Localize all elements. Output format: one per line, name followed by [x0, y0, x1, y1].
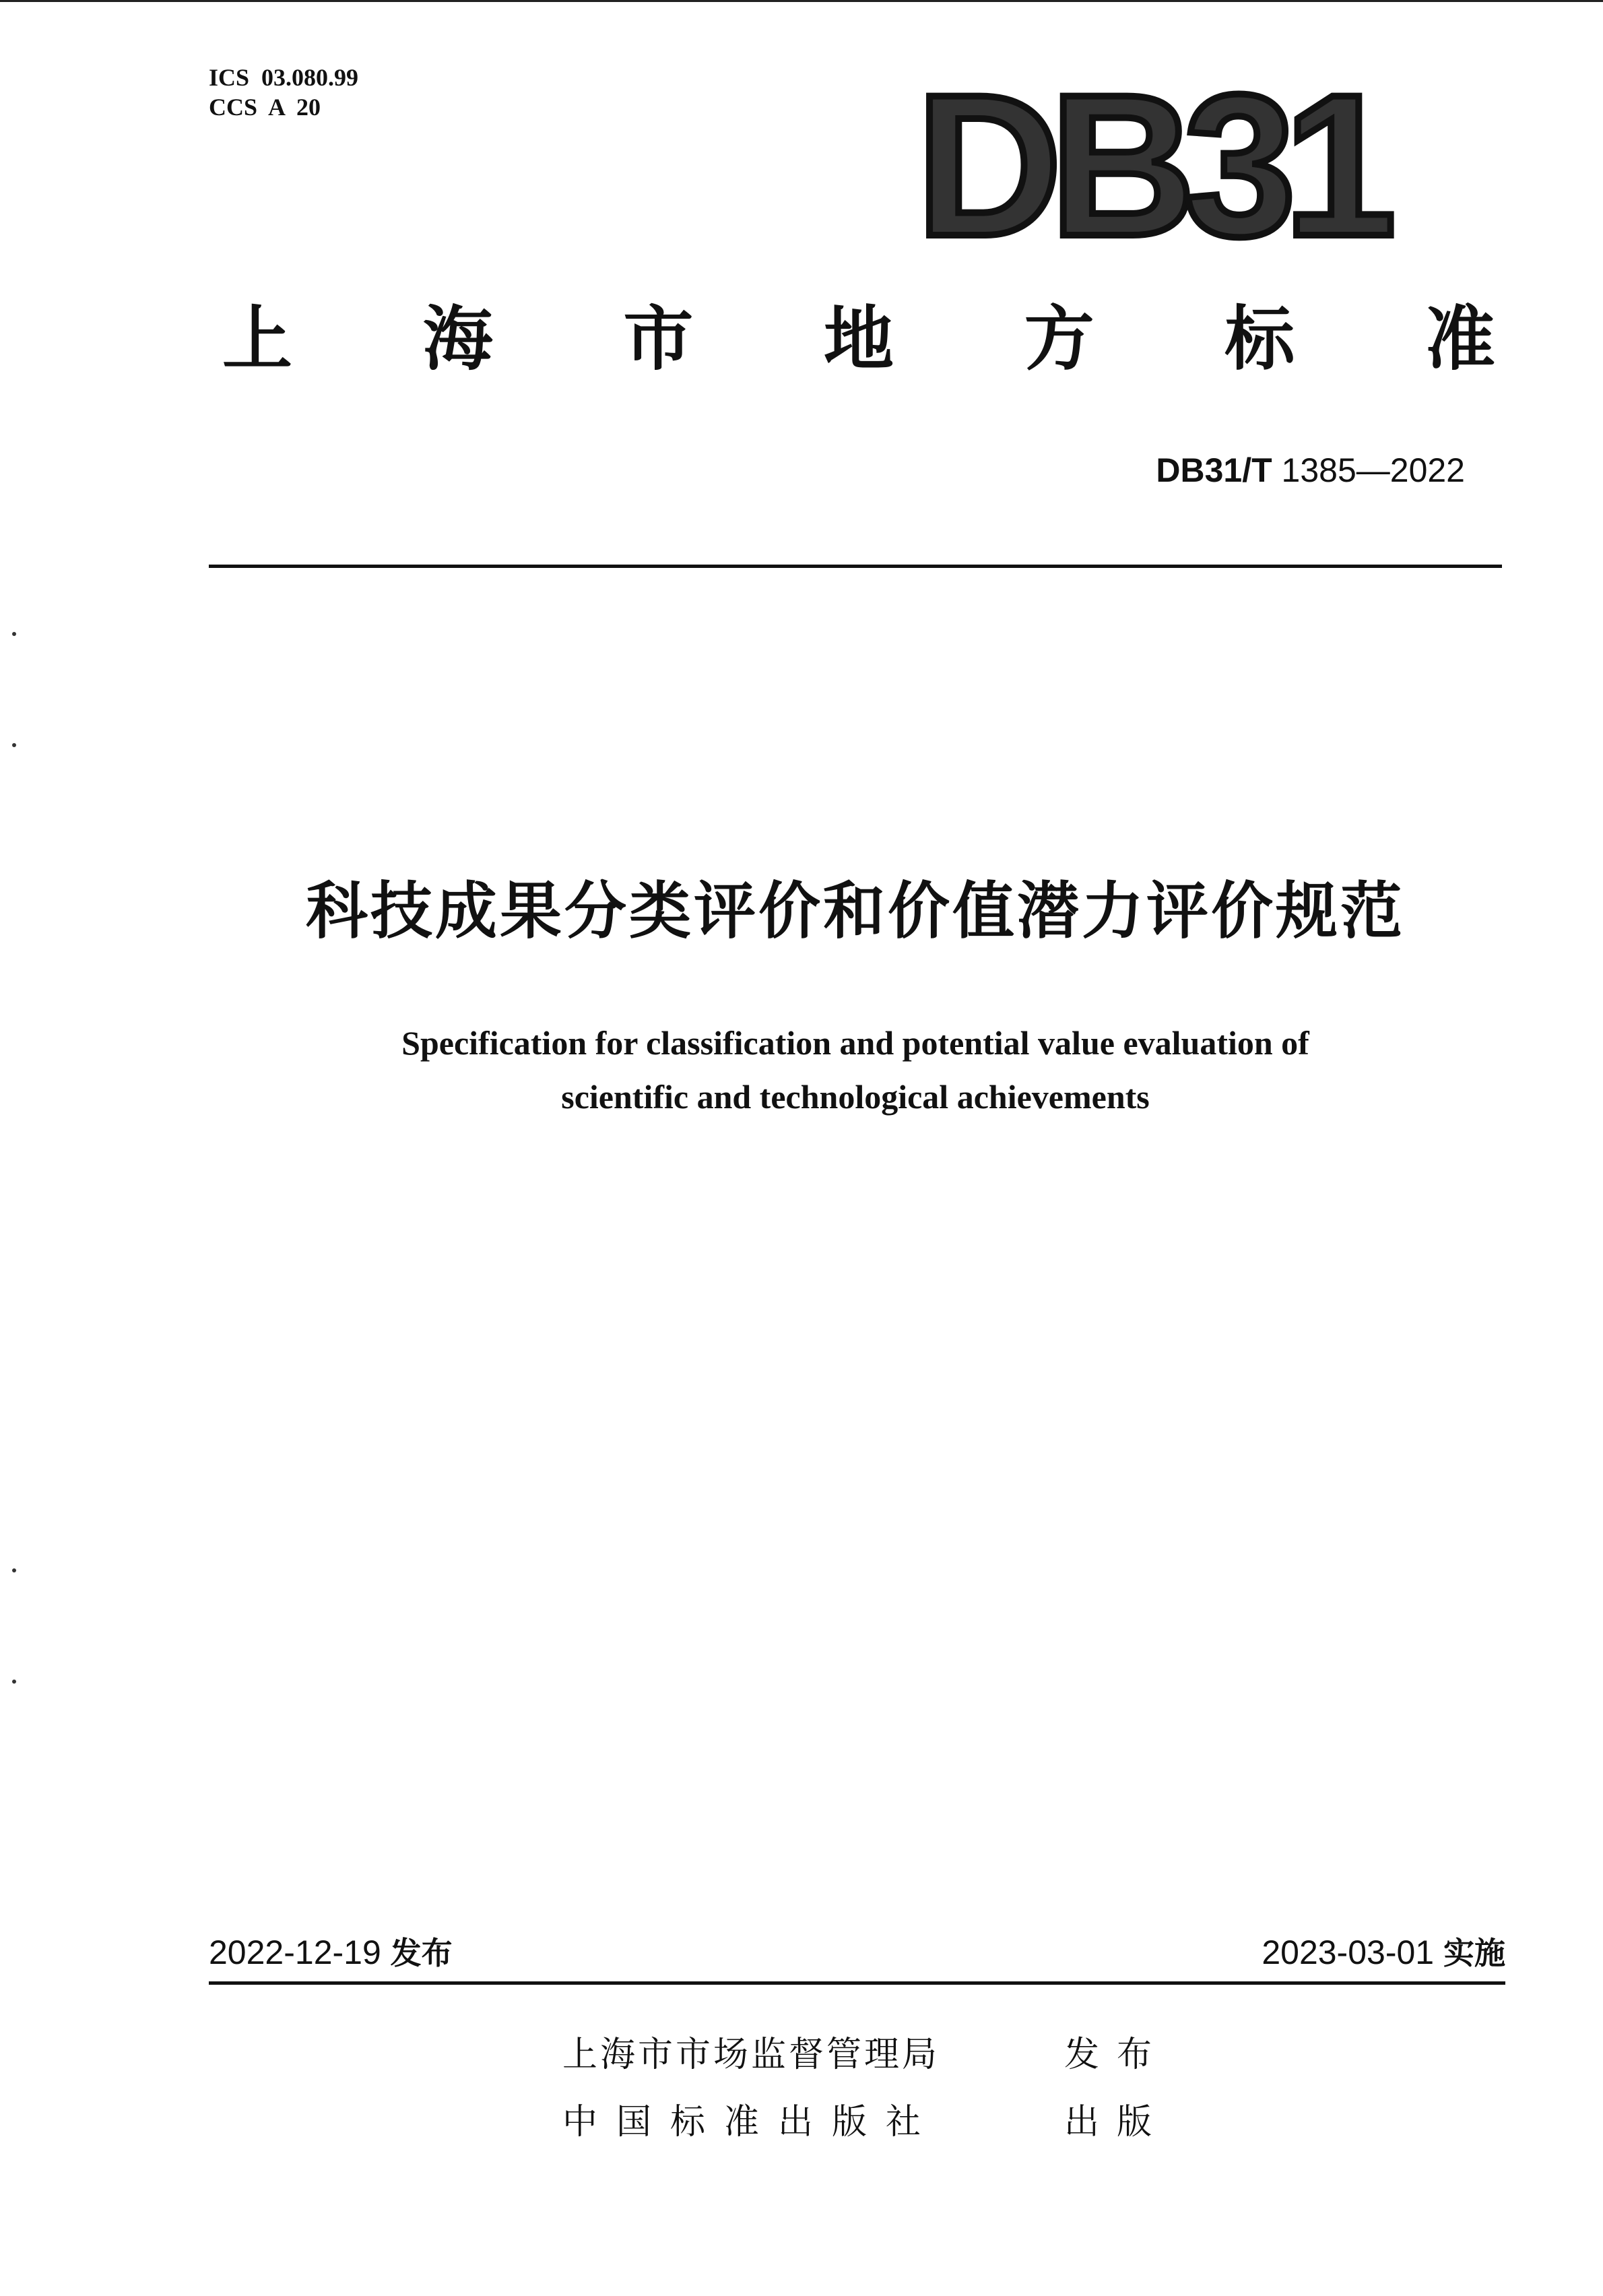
scan-speck [12, 1680, 16, 1684]
publishing-press: 中国标准出版社 [562, 2102, 940, 2142]
standard-type-heading [222, 298, 1495, 379]
document-title-chinese: 科技成果分类评价和价值潜力评价规范 [305, 875, 1405, 947]
effective-label: 实施 [1443, 1935, 1505, 1971]
scan-speck [12, 1568, 16, 1572]
top-divider [209, 565, 1502, 568]
standard-type-char: 准 [1425, 298, 1495, 380]
issue-date-block [209, 1932, 453, 1973]
standard-type-char: 方 [1024, 298, 1094, 380]
standard-type-char: 海 [422, 298, 493, 380]
standard-number-year: 1385—2022 [1272, 451, 1465, 489]
classification-codes [209, 63, 358, 122]
ics-code: ICS 03.080.99 [209, 64, 359, 91]
scan-speck [12, 743, 16, 747]
english-title-line-2: scientific and technological achievements [561, 1078, 1150, 1116]
publishing-role: 出版 [1064, 2102, 1170, 2142]
standard-type-char: 上 [222, 298, 293, 380]
dates-row [209, 1932, 1505, 1973]
effective-date-block [1262, 1932, 1505, 1973]
scan-speck [12, 632, 16, 636]
issue-date: 2022-12-19 [209, 1934, 381, 1971]
standard-type-char: 市 [623, 298, 694, 380]
issuing-authority: 上海市市场监督管理局 [562, 2035, 940, 2075]
issuing-role: 发布 [1064, 2035, 1170, 2075]
effective-date: 2023-03-01 [1262, 1934, 1435, 1971]
document-title-english [0, 1016, 1603, 1124]
issue-label: 发布 [390, 1935, 453, 1971]
db31-logo: DB31 [916, 52, 1384, 278]
standard-number [1156, 450, 1465, 490]
ccs-code: CCS A 20 [209, 94, 321, 121]
bottom-divider [209, 1981, 1505, 1985]
standard-type-char: 标 [1224, 298, 1295, 380]
english-title-line-1: Specification for classification and potential value evaluation of [401, 1024, 1309, 1062]
standard-type-char: 地 [823, 298, 894, 380]
standard-number-prefix: DB31/T [1156, 451, 1272, 489]
